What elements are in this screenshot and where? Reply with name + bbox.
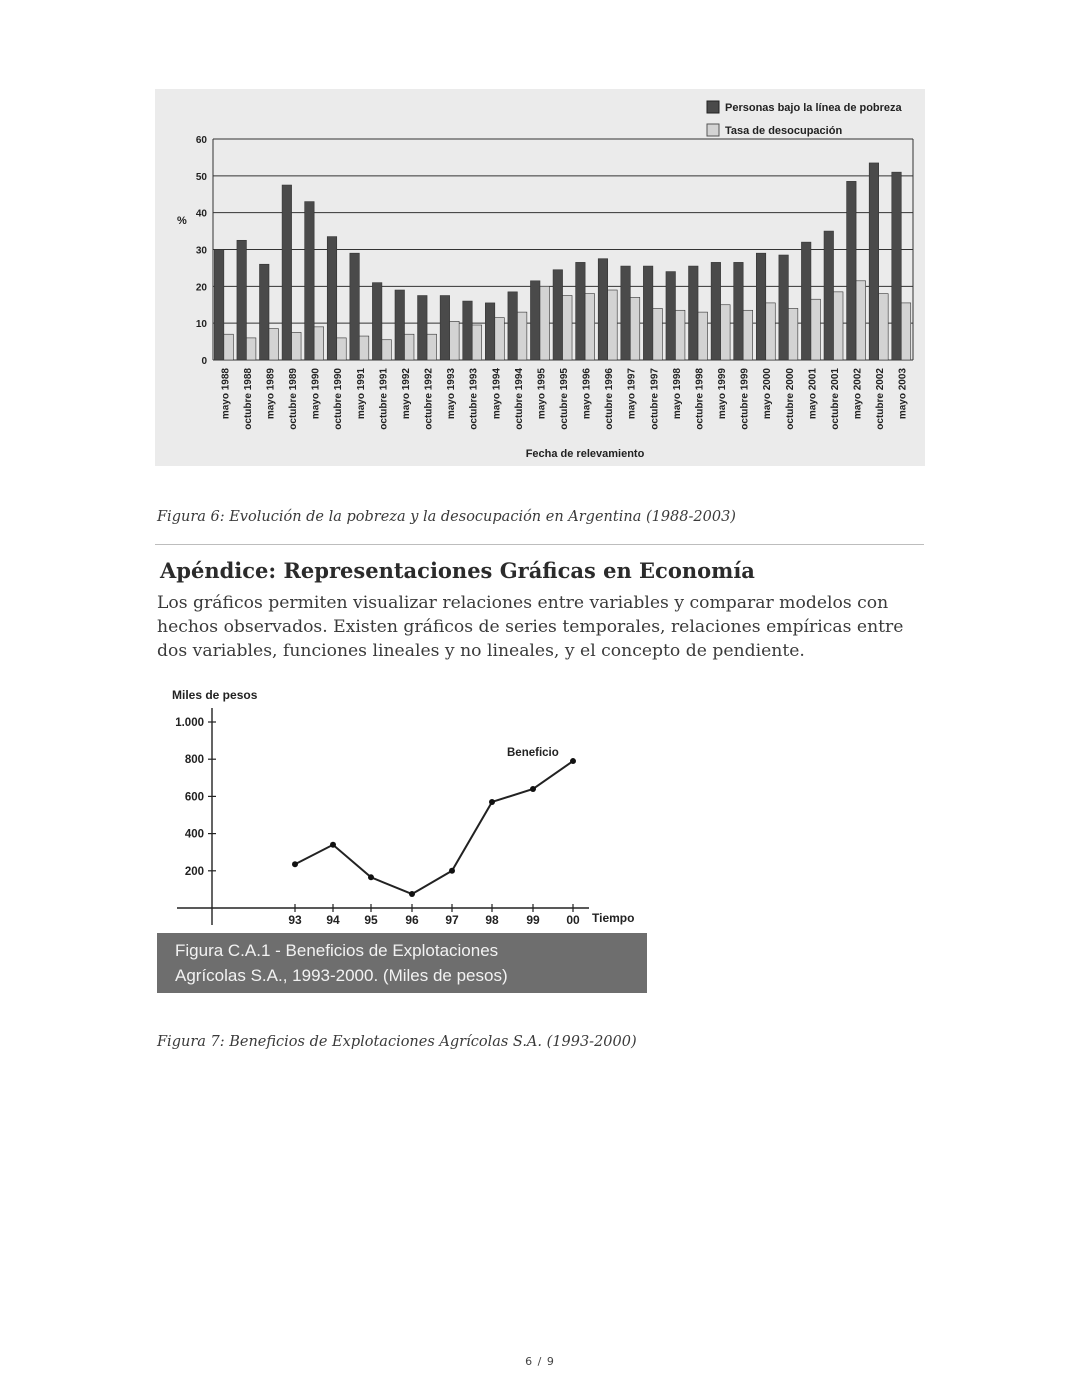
x-tick-label: 96 — [405, 913, 419, 927]
bar-unemployment — [269, 329, 278, 360]
x-tick-label: 98 — [485, 913, 499, 927]
bar-unemployment — [788, 308, 797, 360]
bar-unemployment — [811, 299, 820, 360]
x-tick-label: octubre 1995 — [559, 368, 570, 430]
bar-unemployment — [879, 294, 888, 360]
bar-unemployment — [359, 336, 368, 360]
appendix-title: Apéndice: Representaciones Gráficas en Economía — [160, 558, 755, 583]
y-axis-label: Miles de pesos — [172, 688, 258, 702]
bar-poverty — [260, 264, 269, 360]
x-tick-label: octubre 2001 — [829, 368, 841, 430]
bar-poverty — [598, 259, 607, 360]
bar-poverty — [711, 262, 720, 360]
x-axis-label: Fecha de relevamiento — [525, 448, 645, 460]
bar-poverty — [305, 202, 314, 360]
bar-poverty — [327, 237, 336, 360]
embedded-caption-line-1: Figura C.A.1 - Beneficios de Explotaciones — [175, 941, 499, 960]
x-tick-label: octubre 1993 — [468, 368, 480, 430]
figure-7-caption: Figura 7: Beneficios de Explotaciones Agrícolas S.A. (1993-2000) — [157, 1034, 637, 1050]
x-tick-label: octubre 1997 — [649, 368, 661, 430]
x-tick-label: mayo 1989 — [265, 368, 277, 420]
page-number: 6 / 9 — [525, 1355, 555, 1368]
x-tick-label: octubre 1992 — [423, 368, 435, 430]
x-tick-label: mayo 1991 — [355, 368, 367, 420]
figure-6-caption: Figura 6: Evolución de la pobreza y la desocupación en Argentina (1988-2003) — [157, 509, 736, 525]
bar-poverty — [734, 262, 743, 360]
bar-unemployment — [563, 296, 572, 360]
profit-line-chart — [157, 680, 647, 993]
bar-unemployment — [517, 312, 526, 360]
x-tick-label: mayo 1990 — [310, 368, 322, 420]
x-tick-label: octubre 1991 — [378, 368, 390, 430]
bar-poverty — [418, 296, 427, 360]
x-tick-label: mayo 1995 — [536, 368, 548, 420]
x-tick-label: octubre 1989 — [288, 368, 300, 430]
legend-label-poverty: Personas bajo la línea de pobreza — [725, 102, 902, 114]
x-tick-label: mayo 2001 — [807, 368, 819, 420]
bar-unemployment — [540, 286, 549, 360]
bar-poverty — [643, 266, 652, 360]
bar-unemployment — [675, 310, 684, 360]
x-tick-label: mayo 1992 — [400, 368, 412, 420]
x-tick-label: 94 — [326, 913, 340, 927]
legend-swatch-poverty — [707, 101, 719, 113]
bar-unemployment — [653, 308, 662, 360]
appendix-body: Los gráficos permiten visualizar relaciones entre variables y comparar modelos con hechos observados. Existen gráficos de series temporales, relaciones empíricas entre dos variables, funciones lineales y no lineales, y el concepto de pendiente. — [157, 593, 904, 661]
bar-unemployment — [766, 303, 775, 360]
bar-unemployment — [721, 305, 730, 360]
x-tick-label: 97 — [445, 913, 459, 927]
x-tick-label: mayo 1997 — [626, 368, 638, 420]
bar-poverty — [282, 185, 291, 360]
bar-unemployment — [224, 334, 233, 360]
bar-poverty — [621, 266, 630, 360]
bar-unemployment — [404, 334, 413, 360]
x-tick-label: mayo 2002 — [852, 368, 864, 420]
bar-unemployment — [427, 334, 436, 360]
data-point — [409, 891, 415, 897]
legend-label-unemployment: Tasa de desocupación — [725, 125, 843, 137]
bar-poverty — [576, 262, 585, 360]
bar-poverty — [801, 242, 810, 360]
bar-unemployment — [292, 332, 301, 360]
bar-poverty — [372, 283, 381, 360]
y-tick-label: 1.000 — [175, 717, 204, 729]
bar-unemployment — [585, 294, 594, 360]
bar-poverty — [440, 296, 449, 360]
x-tick-label: mayo 2000 — [762, 368, 774, 420]
section-divider — [155, 544, 924, 545]
series-label: Beneficio — [507, 747, 559, 759]
data-point — [368, 874, 374, 880]
x-tick-label: octubre 2002 — [875, 368, 887, 430]
data-point — [292, 861, 298, 867]
bar-poverty — [485, 303, 494, 360]
y-tick-label: 800 — [184, 754, 204, 767]
bar-poverty — [530, 281, 539, 360]
y-tick-label: 400 — [184, 828, 204, 841]
bar-unemployment — [450, 321, 459, 360]
bar-poverty — [689, 266, 698, 360]
x-tick-label: octubre 1988 — [242, 368, 254, 430]
y-tick-label: 10 — [195, 319, 207, 331]
bar-poverty — [350, 253, 359, 360]
x-tick-label: octubre 1996 — [604, 367, 616, 430]
data-point — [330, 842, 336, 848]
bar-unemployment — [314, 327, 323, 360]
bar-unemployment — [630, 297, 639, 360]
y-tick-label: 0 — [201, 356, 207, 367]
x-axis-label: Tiempo — [592, 911, 635, 925]
bar-poverty — [508, 292, 517, 360]
data-point — [449, 868, 455, 874]
bar-poverty — [463, 301, 472, 360]
x-tick-label: octubre 1999 — [739, 368, 751, 430]
x-tick-label: mayo 2003 — [897, 368, 909, 420]
data-point — [489, 799, 495, 805]
bar-unemployment — [337, 338, 346, 360]
bar-poverty — [824, 231, 833, 360]
x-tick-label: 95 — [364, 913, 378, 927]
x-tick-label: mayo 1996 — [581, 368, 593, 420]
bar-poverty — [666, 272, 675, 360]
y-tick-label: 30 — [195, 245, 207, 257]
x-tick-label: octubre 2000 — [784, 368, 796, 430]
bar-unemployment — [856, 281, 865, 360]
bar-poverty — [779, 255, 788, 360]
y-tick-label: 50 — [195, 171, 207, 183]
x-tick-label: mayo 1998 — [671, 368, 683, 420]
bar-unemployment — [246, 338, 255, 360]
bar-unemployment — [834, 292, 843, 360]
bar-poverty — [756, 253, 765, 360]
legend-swatch-unemployment — [707, 124, 719, 136]
bar-unemployment — [901, 303, 910, 360]
bar-poverty — [892, 172, 901, 360]
x-tick-label: 00 — [566, 913, 580, 927]
bar-unemployment — [472, 325, 481, 360]
y-tick-label: 200 — [184, 865, 204, 878]
x-tick-label: mayo 1999 — [717, 368, 729, 420]
data-point — [530, 786, 536, 792]
x-tick-label: octubre 1994 — [513, 368, 525, 430]
bar-unemployment — [382, 340, 391, 360]
bar-unemployment — [743, 310, 752, 360]
embedded-caption-box — [157, 933, 647, 993]
bar-unemployment — [698, 312, 707, 360]
x-tick-label: octubre 1998 — [694, 368, 706, 430]
bar-unemployment — [495, 318, 504, 360]
poverty-unemployment-bar-chart — [155, 89, 925, 466]
data-point — [570, 758, 576, 764]
y-tick-label: 20 — [195, 282, 207, 294]
bar-poverty — [553, 270, 562, 360]
y-tick-label: 600 — [184, 791, 204, 804]
bar-poverty — [395, 290, 404, 360]
y-axis-label: % — [177, 215, 187, 227]
embedded-caption-line-2: Agrícolas S.A., 1993-2000. (Miles de pesos) — [175, 966, 508, 985]
x-tick-label: 99 — [526, 913, 540, 927]
bar-poverty — [847, 181, 856, 360]
y-tick-label: 60 — [195, 135, 207, 146]
x-tick-label: mayo 1993 — [446, 368, 458, 420]
x-tick-label: mayo 1988 — [220, 368, 232, 420]
bar-poverty — [214, 250, 223, 361]
bar-poverty — [869, 163, 878, 360]
bar-poverty — [237, 240, 246, 360]
x-tick-label: octubre 1990 — [333, 368, 345, 430]
y-tick-label: 40 — [195, 208, 207, 220]
x-tick-label: 93 — [288, 913, 302, 927]
bar-unemployment — [608, 290, 617, 360]
x-tick-label: mayo 1994 — [491, 368, 503, 420]
